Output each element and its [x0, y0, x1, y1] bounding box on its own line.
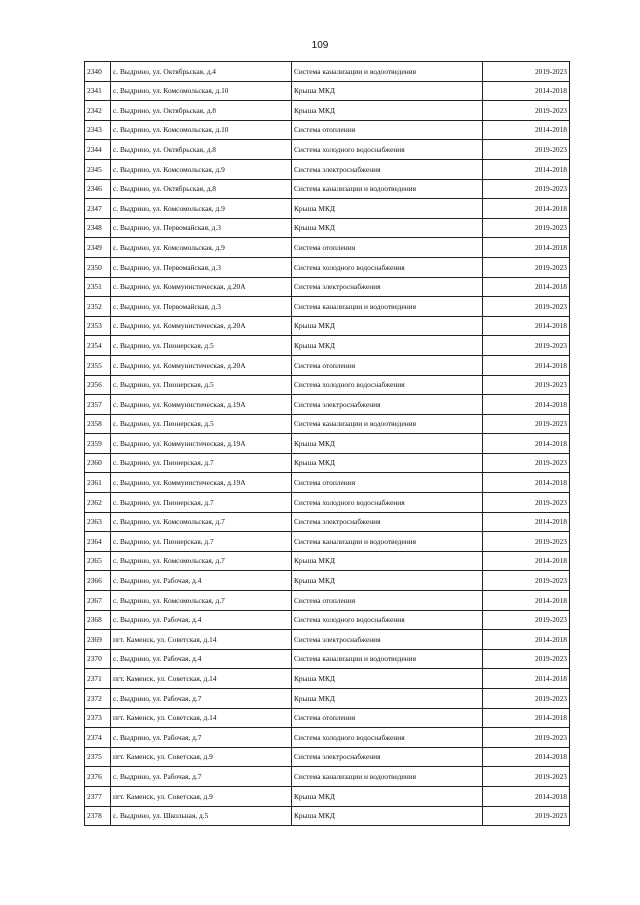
system-cell: Система электроснабжения [292, 277, 483, 297]
table-row [85, 140, 570, 160]
address-cell: с. Выдрино, ул. Комсомольская, д.7 [111, 591, 292, 611]
period-cell: 2014-2018 [483, 316, 570, 336]
row-number: 2347 [85, 199, 111, 219]
row-number: 2340 [85, 62, 111, 82]
period-cell: 2019-2023 [483, 257, 570, 277]
address-cell: с. Выдрино, ул. Рабочая, д.4 [111, 649, 292, 669]
table-row [85, 218, 570, 238]
table-row [85, 434, 570, 454]
period-cell: 2014-2018 [483, 786, 570, 806]
address-cell: с. Выдрино, ул. Октябрьская, д.8 [111, 179, 292, 199]
period-cell: 2019-2023 [483, 101, 570, 121]
table-row [85, 159, 570, 179]
system-cell: Система холодного водоснабжения [292, 728, 483, 748]
address-cell: с. Выдрино, ул. Коммунистическая, д.19А [111, 395, 292, 415]
row-number: 2360 [85, 453, 111, 473]
period-cell: 2019-2023 [483, 689, 570, 709]
address-cell: с. Выдрино, ул. Комсомольская, д.10 [111, 81, 292, 101]
row-number: 2370 [85, 649, 111, 669]
table-row [85, 649, 570, 669]
row-number: 2353 [85, 316, 111, 336]
period-cell: 2014-2018 [483, 277, 570, 297]
table-row [85, 728, 570, 748]
table-row [85, 453, 570, 473]
row-number: 2356 [85, 375, 111, 395]
row-number: 2372 [85, 689, 111, 709]
table-row [85, 199, 570, 219]
address-cell: пгт. Каменск, ул. Советская, д.9 [111, 786, 292, 806]
address-cell: с. Выдрино, ул. Комсомольская, д.9 [111, 159, 292, 179]
system-cell: Крыша МКД [292, 689, 483, 709]
system-cell: Система электроснабжения [292, 512, 483, 532]
period-cell: 2014-2018 [483, 81, 570, 101]
row-number: 2349 [85, 238, 111, 258]
system-cell: Система отопления [292, 355, 483, 375]
system-cell: Система отопления [292, 591, 483, 611]
row-number: 2343 [85, 120, 111, 140]
system-cell: Система канализации и водоотведения [292, 297, 483, 317]
row-number: 2359 [85, 434, 111, 454]
system-cell: Система канализации и водоотведения [292, 62, 483, 82]
system-cell: Система холодного водоснабжения [292, 375, 483, 395]
address-cell: с. Выдрино, ул. Коммунистическая, д.20А [111, 355, 292, 375]
address-cell: с. Выдрино, ул. Коммунистическая, д.19А [111, 473, 292, 493]
table-row [85, 669, 570, 689]
address-cell: с. Выдрино, ул. Первомайская, д.3 [111, 297, 292, 317]
period-cell: 2019-2023 [483, 218, 570, 238]
table-row [85, 747, 570, 767]
row-number: 2363 [85, 512, 111, 532]
system-cell: Система электроснабжения [292, 159, 483, 179]
row-number: 2362 [85, 493, 111, 513]
address-cell: с. Выдрино, ул. Комсомольская, д.7 [111, 551, 292, 571]
table-row [85, 591, 570, 611]
address-cell: пгт. Каменск, ул. Советская, д.14 [111, 708, 292, 728]
period-cell: 2014-2018 [483, 630, 570, 650]
table-row [85, 62, 570, 82]
period-cell: 2014-2018 [483, 355, 570, 375]
address-cell: с. Выдрино, ул. Пионерская, д.5 [111, 375, 292, 395]
system-cell: Система холодного водоснабжения [292, 493, 483, 513]
system-cell: Крыша МКД [292, 336, 483, 356]
address-cell: с. Выдрино, ул. Пионерская, д.7 [111, 493, 292, 513]
table-row [85, 277, 570, 297]
table-row [85, 786, 570, 806]
system-cell: Крыша МКД [292, 669, 483, 689]
system-cell: Крыша МКД [292, 316, 483, 336]
system-cell: Крыша МКД [292, 453, 483, 473]
address-cell: пгт. Каменск, ул. Советская, д.9 [111, 747, 292, 767]
period-cell: 2019-2023 [483, 728, 570, 748]
address-cell: с. Выдрино, ул. Пионерская, д.5 [111, 414, 292, 434]
period-cell: 2019-2023 [483, 297, 570, 317]
period-cell: 2019-2023 [483, 62, 570, 82]
table-row [85, 355, 570, 375]
row-number: 2346 [85, 179, 111, 199]
address-cell: с. Выдрино, ул. Коммунистическая, д.20А [111, 277, 292, 297]
system-cell: Система холодного водоснабжения [292, 140, 483, 160]
address-cell: с. Выдрино, ул. Школьная, д.5 [111, 806, 292, 826]
address-cell: с. Выдрино, ул. Коммунистическая, д.19А [111, 434, 292, 454]
address-cell: с. Выдрино, ул. Рабочая, д.4 [111, 571, 292, 591]
period-cell: 2019-2023 [483, 179, 570, 199]
table-row [85, 689, 570, 709]
table-row [85, 238, 570, 258]
system-cell: Крыша МКД [292, 551, 483, 571]
page-number: 109 [311, 40, 329, 51]
period-cell: 2014-2018 [483, 669, 570, 689]
table-row [85, 101, 570, 121]
row-number: 2361 [85, 473, 111, 493]
address-cell: с. Выдрино, ул. Первомайская, д.3 [111, 257, 292, 277]
period-cell: 2019-2023 [483, 610, 570, 630]
table-row [85, 571, 570, 591]
system-cell: Система канализации и водоотведения [292, 179, 483, 199]
system-cell: Крыша МКД [292, 101, 483, 121]
period-cell: 2014-2018 [483, 708, 570, 728]
address-cell: с. Выдрино, ул. Пионерская, д.5 [111, 336, 292, 356]
address-cell: пгт. Каменск, ул. Советская, д.14 [111, 669, 292, 689]
row-number: 2367 [85, 591, 111, 611]
period-cell: 2014-2018 [483, 591, 570, 611]
row-number: 2341 [85, 81, 111, 101]
address-cell: с. Выдрино, ул. Октябрьская, д.8 [111, 101, 292, 121]
table-row [85, 806, 570, 826]
table-row [85, 551, 570, 571]
table-row [85, 610, 570, 630]
period-cell: 2019-2023 [483, 767, 570, 787]
table-row [85, 375, 570, 395]
row-number: 2371 [85, 669, 111, 689]
period-cell: 2014-2018 [483, 747, 570, 767]
system-cell: Система электроснабжения [292, 395, 483, 415]
address-cell: с. Выдрино, ул. Пионерская, д.7 [111, 532, 292, 552]
table-row [85, 179, 570, 199]
table-row [85, 767, 570, 787]
row-number: 2354 [85, 336, 111, 356]
address-cell: с. Выдрино, ул. Комсомольская, д.9 [111, 199, 292, 219]
row-number: 2364 [85, 532, 111, 552]
address-cell: с. Выдрино, ул. Комсомольская, д.9 [111, 238, 292, 258]
row-number: 2351 [85, 277, 111, 297]
system-cell: Система отопления [292, 708, 483, 728]
period-cell: 2014-2018 [483, 238, 570, 258]
row-number: 2348 [85, 218, 111, 238]
row-number: 2357 [85, 395, 111, 415]
table-row [85, 257, 570, 277]
table-row [85, 630, 570, 650]
period-cell: 2019-2023 [483, 140, 570, 160]
system-cell: Система канализации и водоотведения [292, 532, 483, 552]
row-number: 2365 [85, 551, 111, 571]
table-row [85, 297, 570, 317]
row-number: 2368 [85, 610, 111, 630]
address-cell: с. Выдрино, ул. Рабочая, д.4 [111, 610, 292, 630]
system-cell: Система канализации и водоотведения [292, 649, 483, 669]
system-cell: Система электроснабжения [292, 630, 483, 650]
period-cell: 2014-2018 [483, 473, 570, 493]
address-cell: с. Выдрино, ул. Рабочая, д.7 [111, 767, 292, 787]
row-number: 2355 [85, 355, 111, 375]
period-cell: 2014-2018 [483, 434, 570, 454]
period-cell: 2019-2023 [483, 375, 570, 395]
system-cell: Крыша МКД [292, 434, 483, 454]
row-number: 2342 [85, 101, 111, 121]
row-number: 2377 [85, 786, 111, 806]
table-row [85, 493, 570, 513]
row-number: 2375 [85, 747, 111, 767]
period-cell: 2014-2018 [483, 199, 570, 219]
system-cell: Крыша МКД [292, 786, 483, 806]
system-cell: Крыша МКД [292, 218, 483, 238]
registry-table [84, 61, 570, 826]
address-cell: с. Выдрино, ул. Рабочая, д.7 [111, 728, 292, 748]
row-number: 2350 [85, 257, 111, 277]
row-number: 2374 [85, 728, 111, 748]
address-cell: с. Выдрино, ул. Коммунистическая, д.20А [111, 316, 292, 336]
period-cell: 2014-2018 [483, 120, 570, 140]
row-number: 2376 [85, 767, 111, 787]
period-cell: 2019-2023 [483, 806, 570, 826]
row-number: 2352 [85, 297, 111, 317]
row-number: 2369 [85, 630, 111, 650]
system-cell: Крыша МКД [292, 806, 483, 826]
table-row [85, 708, 570, 728]
period-cell: 2019-2023 [483, 414, 570, 434]
address-cell: с. Выдрино, ул. Комсомольская, д.7 [111, 512, 292, 532]
address-cell: пгт. Каменск, ул. Советская, д.14 [111, 630, 292, 650]
row-number: 2378 [85, 806, 111, 826]
address-cell: с. Выдрино, ул. Рабочая, д.7 [111, 689, 292, 709]
period-cell: 2019-2023 [483, 532, 570, 552]
period-cell: 2014-2018 [483, 551, 570, 571]
period-cell: 2019-2023 [483, 571, 570, 591]
system-cell: Система отопления [292, 473, 483, 493]
system-cell: Система канализации и водоотведения [292, 767, 483, 787]
period-cell: 2014-2018 [483, 512, 570, 532]
period-cell: 2014-2018 [483, 395, 570, 415]
table-row [85, 316, 570, 336]
address-cell: с. Выдрино, ул. Октябрьская, д.4 [111, 62, 292, 82]
system-cell: Система холодного водоснабжения [292, 610, 483, 630]
period-cell: 2014-2018 [483, 159, 570, 179]
table-row [85, 414, 570, 434]
system-cell: Крыша МКД [292, 199, 483, 219]
table-row [85, 473, 570, 493]
table-row [85, 336, 570, 356]
table-row [85, 81, 570, 101]
address-cell: с. Выдрино, ул. Первомайская, д.3 [111, 218, 292, 238]
registry-body [85, 62, 570, 826]
address-cell: с. Выдрино, ул. Октябрьская, д.8 [111, 140, 292, 160]
system-cell: Система отопления [292, 238, 483, 258]
system-cell: Система отопления [292, 120, 483, 140]
table-row [85, 395, 570, 415]
row-number: 2358 [85, 414, 111, 434]
system-cell: Система электроснабжения [292, 747, 483, 767]
system-cell: Система холодного водоснабжения [292, 257, 483, 277]
system-cell: Крыша МКД [292, 81, 483, 101]
period-cell: 2019-2023 [483, 493, 570, 513]
address-cell: с. Выдрино, ул. Комсомольская, д.10 [111, 120, 292, 140]
row-number: 2366 [85, 571, 111, 591]
row-number: 2373 [85, 708, 111, 728]
row-number: 2345 [85, 159, 111, 179]
table-row [85, 512, 570, 532]
address-cell: с. Выдрино, ул. Пионерская, д.7 [111, 453, 292, 473]
table-row [85, 120, 570, 140]
period-cell: 2019-2023 [483, 336, 570, 356]
row-number: 2344 [85, 140, 111, 160]
table-row [85, 532, 570, 552]
system-cell: Система канализации и водоотведения [292, 414, 483, 434]
period-cell: 2019-2023 [483, 453, 570, 473]
period-cell: 2019-2023 [483, 649, 570, 669]
system-cell: Крыша МКД [292, 571, 483, 591]
